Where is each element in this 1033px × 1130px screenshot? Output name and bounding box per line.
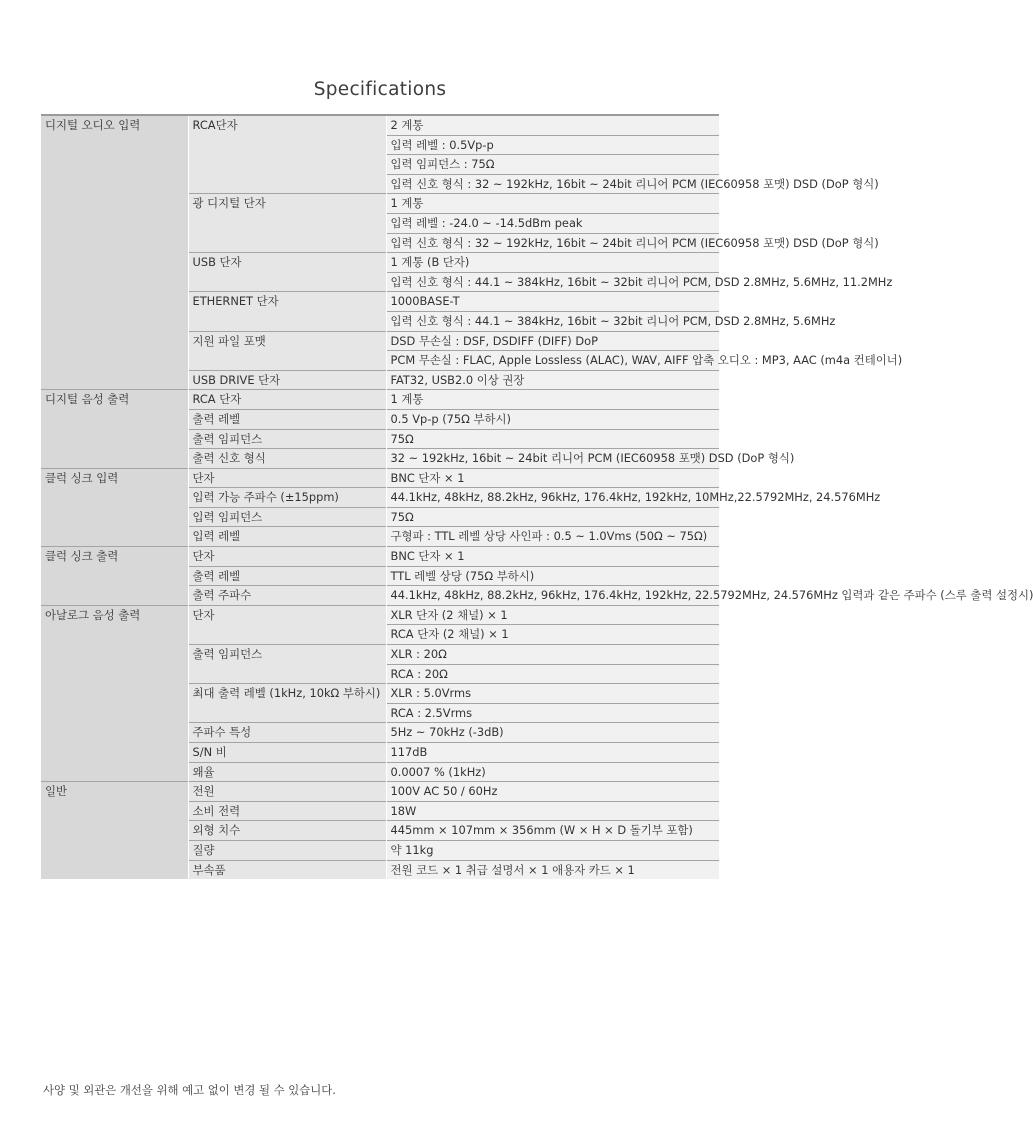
value-cell: 입력 신호 형식 : 44.1 ~ 384kHz, 16bit ~ 32bit 리니어 PCM, DSD 2.8MHz, 5.6MHz <box>386 311 719 331</box>
item-name-cell: 왜율 <box>188 762 386 782</box>
spec-row <box>41 547 719 567</box>
value-cell: 1 계통 (B 단자) <box>386 253 719 273</box>
value-cell: 44.1kHz, 48kHz, 88.2kHz, 96kHz, 176.4kHz, 192kHz, 22.5792MHz, 24.576MHz 입력과 같은 주파수 (스루 출력 설정시) <box>386 586 719 606</box>
value-cell: 입력 레벨 : 0.5Vp-p <box>386 135 719 155</box>
value-cell: 100V AC 50 / 60Hz <box>386 782 719 802</box>
item-name-cell: 출력 신호 형식 <box>188 449 386 469</box>
item-name-cell: 출력 임피던스 <box>188 429 386 449</box>
item-name-cell: RCA단자 <box>188 115 386 194</box>
item-name-cell: 단자 <box>188 605 386 644</box>
item-name-cell: 출력 레벨 <box>188 566 386 586</box>
value-cell: 입력 임피던스 : 75Ω <box>386 155 719 175</box>
value-cell: 입력 신호 형식 : 32 ~ 192kHz, 16bit ~ 24bit 리니어 PCM (IEC60958 포맷) DSD (DoP 형식) <box>386 233 719 253</box>
spec-row <box>41 782 719 802</box>
item-name-cell: 최대 출력 레벨 (1kHz, 10kΩ 부하시) <box>188 684 386 723</box>
category-cell: 클럭 싱크 입력 <box>41 468 188 546</box>
item-name-cell: S/N 비 <box>188 743 386 763</box>
spec-row <box>41 468 719 488</box>
value-cell: 18W <box>386 801 719 821</box>
item-name-cell: 질량 <box>188 840 386 860</box>
value-cell: PCM 무손실 : FLAC, Apple Lossless (ALAC), WAV, AIFF 압축 오디오 : MP3, AAC (m4a 컨테이너) <box>386 351 719 371</box>
value-cell: XLR 단자 (2 채널) × 1 <box>386 605 719 625</box>
item-name-cell: USB DRIVE 단자 <box>188 370 386 390</box>
value-cell: RCA 단자 (2 채널) × 1 <box>386 625 719 645</box>
spec-row <box>41 115 719 135</box>
value-cell: XLR : 5.0Vrms <box>386 684 719 704</box>
item-name-cell: 지원 파일 포맷 <box>188 331 386 370</box>
value-cell: 전원 코드 × 1 취급 설명서 × 1 애용자 카드 × 1 <box>386 860 719 879</box>
item-name-cell: 입력 임피던스 <box>188 507 386 527</box>
item-name-cell: 주파수 특성 <box>188 723 386 743</box>
value-cell: 32 ~ 192kHz, 16bit ~ 24bit 리니어 PCM (IEC60958 포맷) DSD (DoP 형식) <box>386 449 719 469</box>
value-cell: 입력 레벨 : -24.0 ~ -14.5dBm peak <box>386 213 719 233</box>
value-cell: 75Ω <box>386 507 719 527</box>
item-name-cell: USB 단자 <box>188 253 386 292</box>
item-name-cell: 입력 가능 주파수 (±15ppm) <box>188 488 386 508</box>
value-cell: 구형파 : TTL 레벨 상당 사인파 : 0.5 ~ 1.0Vms (50Ω ~ 75Ω) <box>386 527 719 547</box>
value-cell: FAT32, USB2.0 이상 권장 <box>386 370 719 390</box>
value-cell: 5Hz ~ 70kHz (-3dB) <box>386 723 719 743</box>
spec-row <box>41 390 719 410</box>
item-name-cell: 단자 <box>188 468 386 488</box>
value-cell: 입력 신호 형식 : 44.1 ~ 384kHz, 16bit ~ 32bit 리니어 PCM, DSD 2.8MHz, 5.6MHz, 11.2MHz <box>386 272 719 292</box>
value-cell: BNC 단자 × 1 <box>386 547 719 567</box>
item-name-cell: 출력 레벨 <box>188 409 386 429</box>
value-cell: XLR : 20Ω <box>386 645 719 665</box>
category-cell: 클럭 싱크 출력 <box>41 547 188 606</box>
category-cell: 일반 <box>41 782 188 879</box>
value-cell: 1 계통 <box>386 194 719 214</box>
category-cell: 아날로그 음성 출력 <box>41 605 188 781</box>
item-name-cell: 출력 주파수 <box>188 586 386 606</box>
value-cell: BNC 단자 × 1 <box>386 468 719 488</box>
value-cell: TTL 레벨 상당 (75Ω 부하시) <box>386 566 719 586</box>
item-name-cell: 광 디지털 단자 <box>188 194 386 253</box>
value-cell: 117dB <box>386 743 719 763</box>
item-name-cell: 전원 <box>188 782 386 802</box>
item-name-cell: 외형 치수 <box>188 821 386 841</box>
value-cell: 44.1kHz, 48kHz, 88.2kHz, 96kHz, 176.4kHz, 192kHz, 10MHz,22.5792MHz, 24.576MHz <box>386 488 719 508</box>
value-cell: 0.5 Vp-p (75Ω 부하시) <box>386 409 719 429</box>
item-name-cell: 단자 <box>188 547 386 567</box>
value-cell: 0.0007 % (1kHz) <box>386 762 719 782</box>
value-cell: 445mm × 107mm × 356mm (W × H × D 돌기부 포함) <box>386 821 719 841</box>
value-cell: 1000BASE-T <box>386 292 719 312</box>
value-cell: RCA : 2.5Vrms <box>386 703 719 723</box>
item-name-cell: RCA 단자 <box>188 390 386 410</box>
value-cell: 2 계통 <box>386 115 719 135</box>
item-name-cell: 소비 전력 <box>188 801 386 821</box>
spec-table <box>41 114 1033 879</box>
footnote: 사양 및 외관은 개선을 위해 예고 없이 변경 될 수 있습니다. <box>43 1083 336 1097</box>
spec-row <box>41 605 719 625</box>
category-cell: 디지털 음성 출력 <box>41 390 188 468</box>
value-cell: 약 11kg <box>386 840 719 860</box>
value-cell: DSD 무손실 : DSF, DSDIFF (DIFF) DoP <box>386 331 719 351</box>
item-name-cell: 출력 임피던스 <box>188 645 386 684</box>
page-title: Specifications <box>313 79 447 100</box>
value-cell: 75Ω <box>386 429 719 449</box>
item-name-cell: 입력 레벨 <box>188 527 386 547</box>
value-cell: 입력 신호 형식 : 32 ~ 192kHz, 16bit ~ 24bit 리니어 PCM (IEC60958 포맷) DSD (DoP 형식) <box>386 174 719 194</box>
item-name-cell: 부속품 <box>188 860 386 879</box>
category-cell: 디지털 오디오 입력 <box>41 115 188 390</box>
value-cell: 1 계통 <box>386 390 719 410</box>
item-name-cell: ETHERNET 단자 <box>188 292 386 331</box>
value-cell: RCA : 20Ω <box>386 664 719 684</box>
